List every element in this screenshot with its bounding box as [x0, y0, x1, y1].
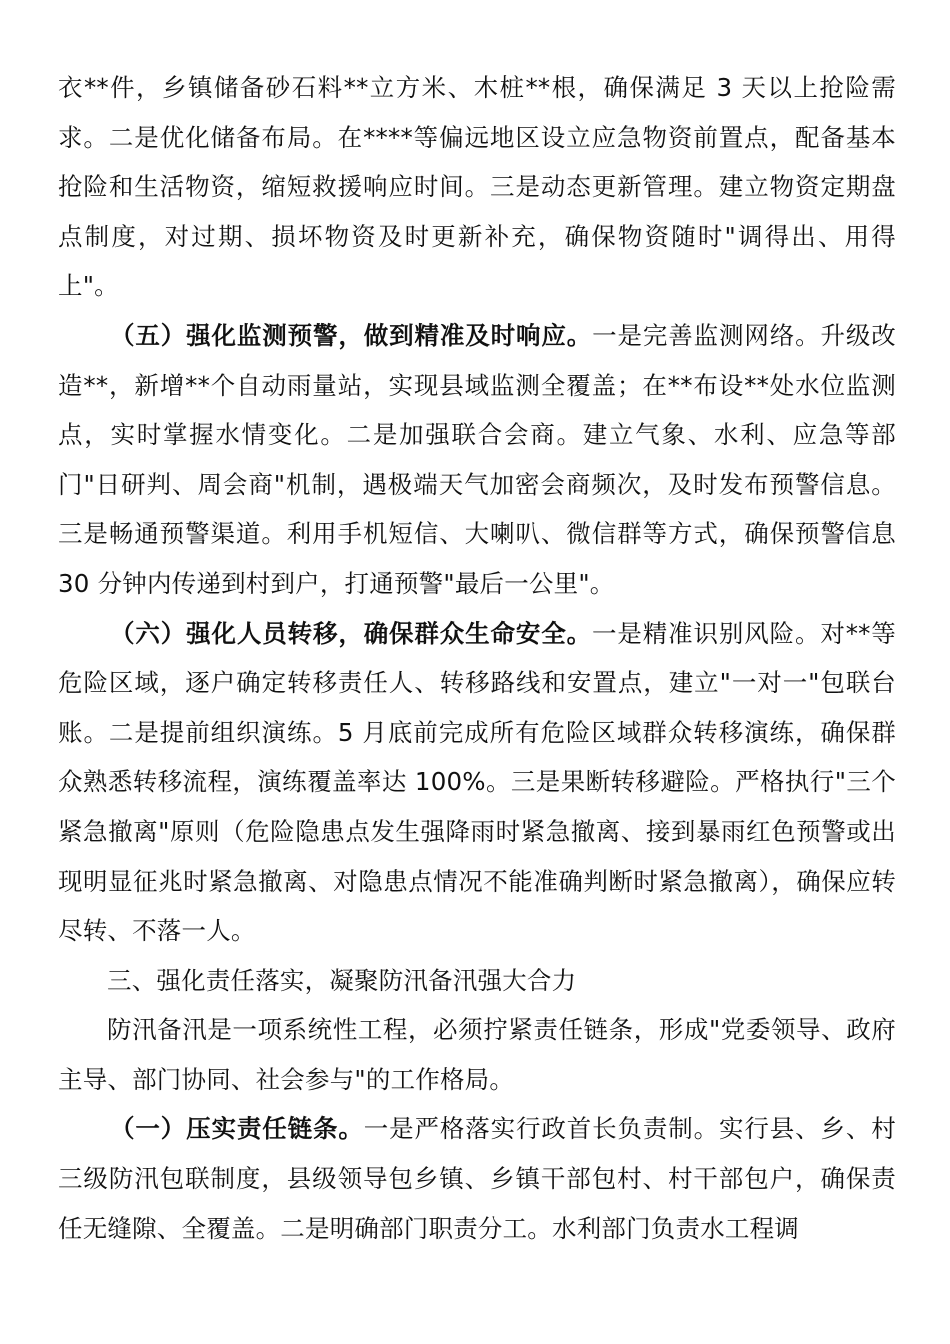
paragraph-text: 防汛备汛是一项系统性工程，必须拧紧责任链条，形成"党委领导、政府主导、部门协同、社会参与"的工作格局。	[58, 1015, 896, 1094]
section-heading-transfer: （六）强化人员转移，确保群众生命安全。	[110, 618, 593, 648]
paragraph-material-storage	[58, 63, 896, 311]
paragraph-system-intro	[58, 1005, 896, 1104]
chapter-heading-responsibility	[58, 956, 896, 1006]
section-heading-chain: （一）压实责任链条。	[110, 1114, 364, 1144]
paragraph-personnel-transfer	[58, 609, 896, 956]
paragraph-text: 一是精准识别风险。对**等危险区域，逐户确定转移责任人、转移路线和安置点，建立"一对一"包联台账。二是提前组织演练。5 月底前完成所有危险区域群众转移演练，确保群众熟悉转移流程，演练覆盖率达 100%。三是果断转移避险。严格执行"三个紧急撤离"原则（危险隐患点发生强降雨时紧急撤离、接到暴雨红色预警或出现明显征兆时紧急撤离、对隐患点情况不能准确判断时紧急撤离），确保应转尽转、不落一人。	[58, 618, 896, 946]
paragraph-text: 衣**件，乡镇储备砂石料**立方米、木桩**根，确保满足 3 天以上抢险需求。二是优化储备布局。在****等偏远地区设立应急物资前置点，配备基本抢险和生活物资，缩短救援响应时间。三是动态更新管理。建立物资定期盘点制度，对过期、损坏物资及时更新补充，确保物资随时"调得出、用得上"。	[58, 73, 896, 301]
paragraph-text: 一是完善监测网络。升级改造**，新增**个自动雨量站，实现县域监测全覆盖；在**布设**处水位监测点，实时掌握水情变化。二是加强联合会商。建立气象、水利、应急等部门"日研判、周会商"机制，遇极端天气加密会商频次，及时发布预警信息。三是畅通预警渠道。利用手机短信、大喇叭、微信群等方式，确保预警信息 30 分钟内传递到村到户，打通预警"最后一公里"。	[58, 320, 896, 598]
paragraph-text: 一是严格落实行政首长负责制。实行县、乡、村三级防汛包联制度，县级领导包乡镇、乡镇干部包村、村干部包户，确保责任无缝隙、全覆盖。二是明确部门职责分工。水利部门负责水工程调	[58, 1114, 896, 1243]
paragraph-monitoring-warning	[58, 311, 896, 609]
section-heading-monitoring: （五）强化监测预警，做到精准及时响应。	[110, 320, 593, 350]
document-page	[58, 63, 896, 1253]
paragraph-responsibility-chain	[58, 1104, 896, 1253]
chapter-title: 三、强化责任落实，凝聚防汛备汛强大合力	[107, 965, 577, 995]
